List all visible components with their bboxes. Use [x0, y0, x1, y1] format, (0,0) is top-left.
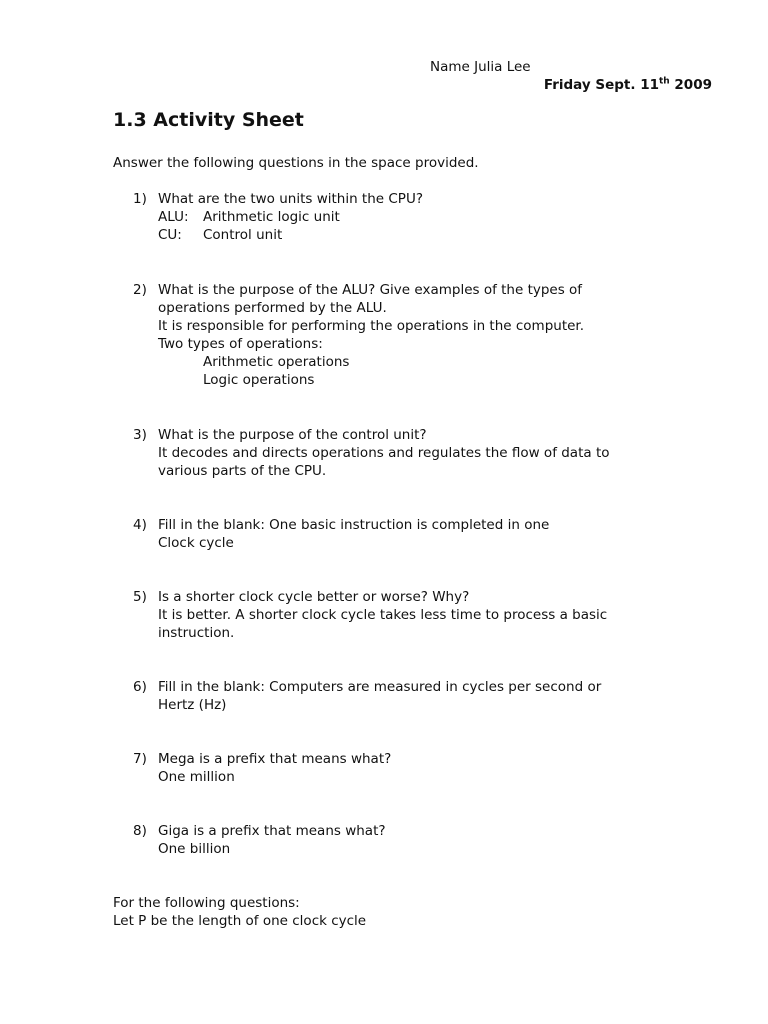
question-8 — [133, 822, 633, 858]
question-number: 4) — [133, 517, 147, 533]
answer-text: Clock cycle — [158, 535, 234, 551]
answer-text: It is responsible for performing the operations in the computer. — [158, 318, 585, 334]
question-text: operations performed by the ALU. — [158, 300, 387, 316]
date-main: Friday Sept. 11 — [543, 77, 659, 93]
answer-text: Arithmetic logic unit — [203, 209, 340, 225]
question-6 — [133, 678, 633, 714]
date-year: 2009 — [669, 77, 712, 93]
date-line — [544, 76, 712, 94]
answer-text: It is better. A shorter clock cycle takes less time to process a basic — [158, 607, 608, 623]
question-text: Fill in the blank: One basic instruction is completed in one — [158, 517, 550, 533]
instructions: Answer the following questions in the space provided. — [113, 155, 479, 171]
question-7 — [133, 750, 633, 786]
footer-line: Let P be the length of one clock cycle — [113, 913, 367, 929]
answer-abbr: CU: — [158, 227, 182, 243]
answer-text: It decodes and directs operations and regulates the flow of data to — [158, 445, 610, 461]
student-name: Name Julia Lee — [430, 59, 531, 75]
question-number: 5) — [133, 589, 147, 605]
question-3 — [133, 426, 633, 480]
date-suffix: th — [659, 76, 670, 87]
question-number: 1) — [133, 191, 147, 207]
page-title: 1.3 Activity Sheet — [113, 109, 304, 131]
answer-text: Two types of operations: — [158, 336, 323, 352]
question-text: What is the purpose of the control unit? — [158, 427, 427, 443]
footer-note — [113, 894, 366, 930]
question-text: What is the purpose of the ALU? Give examples of the types of — [158, 282, 583, 298]
question-4 — [133, 516, 633, 552]
answer-line — [158, 208, 633, 226]
answer-text: Hertz (Hz) — [158, 697, 227, 713]
answer-line — [158, 226, 633, 244]
question-number: 6) — [133, 679, 147, 695]
question-text: Mega is a prefix that means what? — [158, 751, 392, 767]
answer-sub-item: Arithmetic operations — [203, 354, 350, 370]
question-text: What are the two units within the CPU? — [158, 191, 423, 207]
answer-text: Control unit — [203, 227, 283, 243]
question-number: 3) — [133, 427, 147, 443]
answer-text: instruction. — [158, 625, 235, 641]
question-number: 7) — [133, 751, 147, 767]
question-text: Giga is a prefix that means what? — [158, 823, 386, 839]
question-number: 2) — [133, 282, 147, 298]
question-text: Is a shorter clock cycle better or worse? Why? — [158, 589, 470, 605]
question-number: 8) — [133, 823, 147, 839]
answer-text: One billion — [158, 841, 231, 857]
question-text: Fill in the blank: Computers are measured in cycles per second or — [158, 679, 602, 695]
answer-text: various parts of the CPU. — [158, 463, 327, 479]
question-1 — [133, 190, 633, 244]
answer-text: One million — [158, 769, 235, 785]
question-2 — [133, 281, 633, 389]
question-5 — [133, 588, 633, 642]
footer-line: For the following questions: — [113, 895, 300, 911]
answer-sub-item: Logic operations — [203, 372, 315, 388]
answer-abbr: ALU: — [158, 209, 189, 225]
